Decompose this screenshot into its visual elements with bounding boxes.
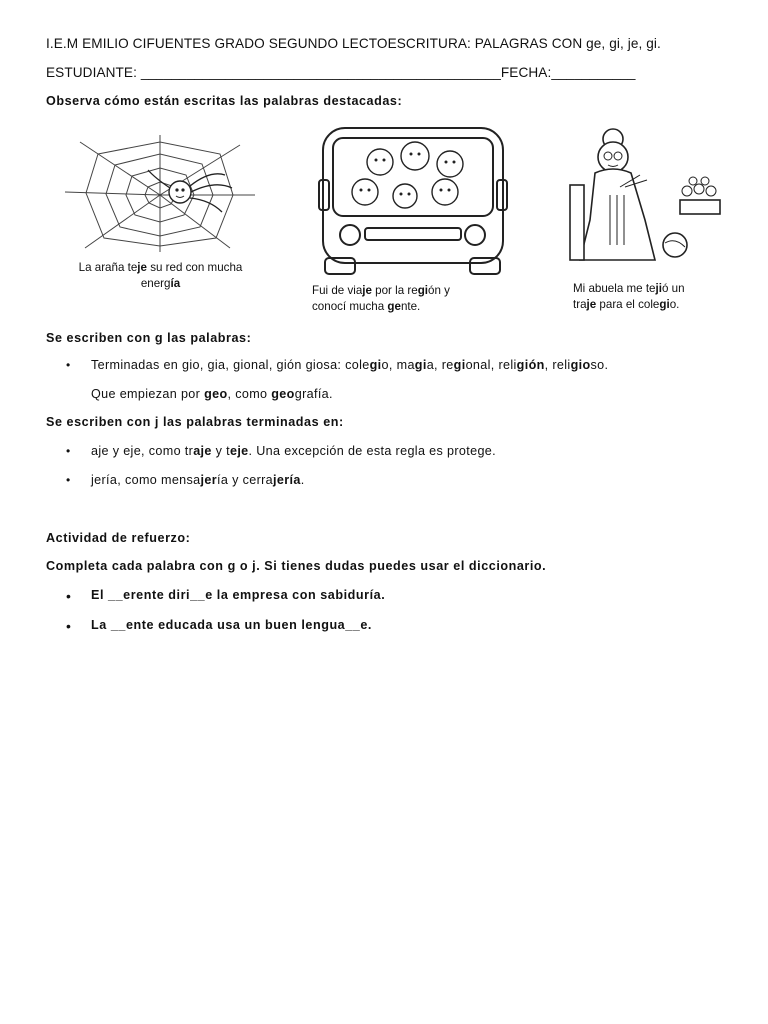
bullet-dot: • [66,473,71,487]
caption-line: traje para el colegio. [573,298,680,311]
caption-line: Mi abuela me tejió un [573,282,685,295]
caption-line: energía [140,277,181,290]
activity-instruction: Completa cada palabra con g o j. Si tienes dudas puedes usar el diccionario. [46,559,547,573]
section-j-title: Se escriben con j las palabras terminadas en: [46,415,344,429]
caption-bus [312,283,450,315]
activity-title: Actividad de refuerzo: [46,531,191,545]
caption-line: Fui de viaje por la región y [312,284,450,297]
rule-g-geo: Que empiezan por geo, como geografía. [91,387,333,401]
worksheet-header: I.E.M EMILIO CIFUENTES GRADO SEGUNDO LECTOESCRITURA: PALAGRAS CON ge, gi, je, gi. [46,36,661,51]
activity-item-1: El __erente diri__e la empresa con sabiduría. [91,588,386,602]
caption-line: La araña teje su red con mucha [78,261,243,274]
bullet-dot: • [66,358,71,372]
rule-j-aje-eje: aje y eje, como traje y teje. Una excepción de esta regla es protege. [91,444,497,458]
bus-children-icon [305,120,520,280]
rule-g-endings: Terminadas en gio, gia, gional, gión giosa: colegio, magia, regional, religión, religioso. [91,358,609,372]
spider-web-icon [60,130,260,255]
bullet-dot: • [66,588,71,604]
bullet-dot: • [66,618,71,634]
grandmother-knitting-icon [565,125,725,270]
section-g-title: Se escriben con g las palabras: [46,331,252,345]
caption-grandmother [573,281,685,313]
intro-instruction: Observa cómo están escritas las palabras destacadas: [46,94,403,108]
rule-j-jeria: jería, como mensajería y cerrajería. [91,473,305,487]
caption-spider [53,260,268,292]
caption-line: conocí mucha gente. [312,300,421,313]
bullet-dot: • [66,444,71,458]
student-date-line: ESTUDIANTE: _______________________________________________FECHA:___________ [46,65,636,80]
activity-item-2: La __ente educada usa un buen lengua__e. [91,618,372,632]
